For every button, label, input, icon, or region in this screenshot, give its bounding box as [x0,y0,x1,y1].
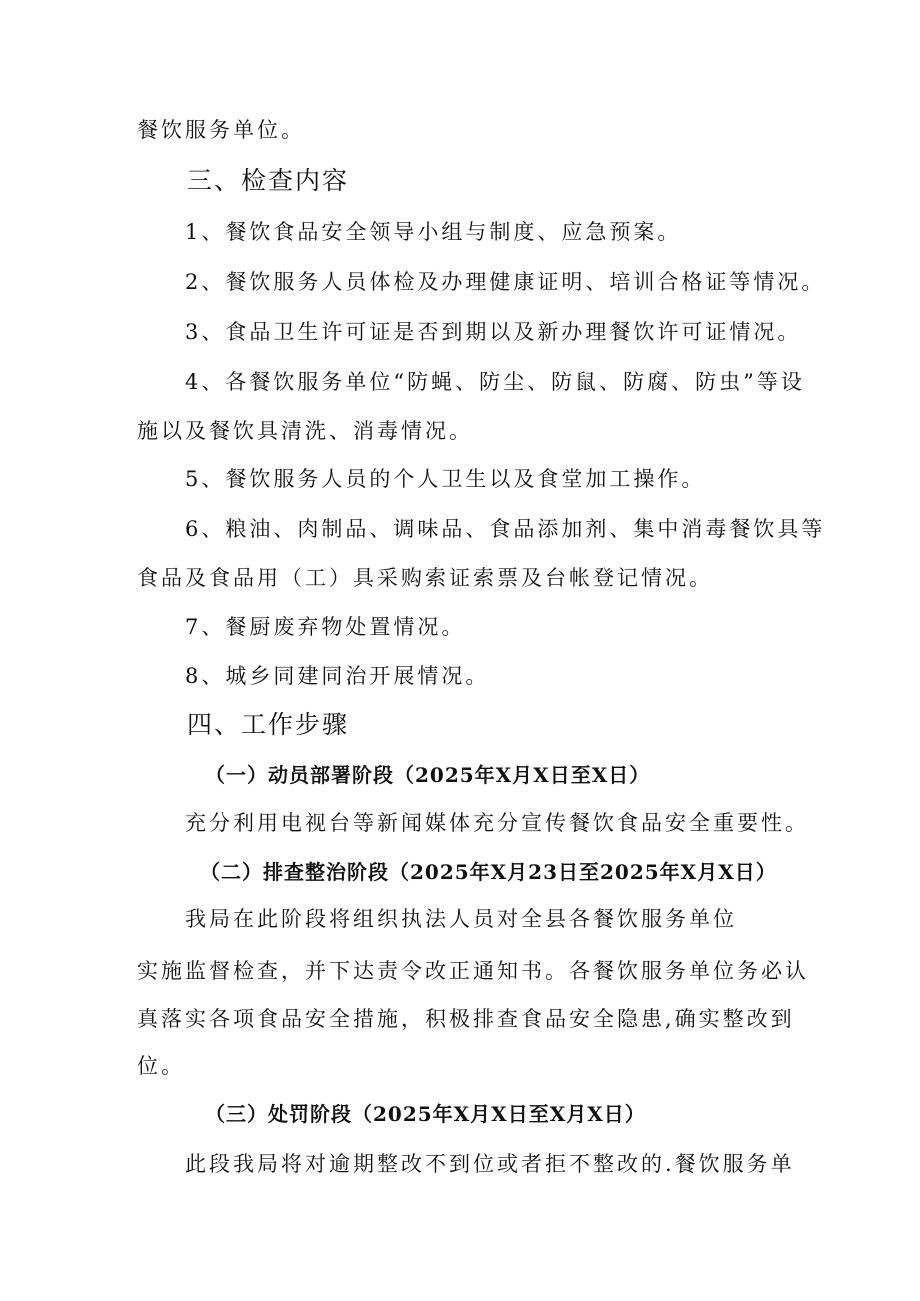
section-heading-3: 三、检查内容 [187,166,350,195]
list-item-4-line2: 施以及餐饮具清洗、消毒情况。 [137,419,473,443]
paragraph-line: 餐饮服务单位。 [137,118,305,142]
stage-2-line4: 位。 [137,1054,185,1078]
stage-3-line1: 此段我局将对逾期整改不到位或者拒不整改的.餐饮服务单 [185,1152,795,1176]
list-item-7: 7、餐厨废弃物处置情况。 [185,615,466,639]
stage-2-line2: 实施监督检查，并下达责令改正通知书。各餐饮服务单位务必认 [137,959,809,983]
list-item-5: 5、餐饮服务人员的个人卫生以及食堂加工操作。 [185,467,706,491]
section-heading-4: 四、工作步骤 [187,710,350,739]
stage-1-text: 充分利用电视台等新闻媒体充分宣传餐饮食品安全重要性。 [185,811,809,835]
list-item-2: 2、餐饮服务人员体检及办理健康证明、培训合格证等情况。 [185,270,826,294]
stage-3-title: （三）处罚阶段（2025年X月X日至X月X日） [205,1102,646,1126]
list-item-6-line2: 食品及食品用（工）具采购索证索票及台帐登记情况。 [137,566,713,590]
stage-2-title: （二）排查整治阶段（2025年X月23日至2025年X月X日） [200,860,777,884]
stage-1-title: （一）动员部署阶段（2025年X月X日至X日） [205,763,651,787]
list-item-3: 3、食品卫生许可证是否到期以及新办理餐饮许可证情况。 [185,320,802,344]
list-item-4-line1: 4、各餐饮服务单位“防蝇、防尘、防鼠、防腐、防虫”等设 [185,370,805,394]
list-item-1: 1、餐饮食品安全领导小组与制度、应急预案。 [185,220,682,244]
list-item-6-line1: 6、粮油、肉制品、调味品、食品添加剂、集中消毒餐饮具等 [185,517,826,541]
stage-2-line1: 我局在此阶段将组织执法人员对全县各餐饮服务单位 [185,907,737,931]
stage-2-line3: 真落实各项食品安全措施，积极排查食品安全隐患,确实整改到 [137,1007,795,1031]
list-item-8: 8、城乡同建同治开展情况。 [185,664,490,688]
